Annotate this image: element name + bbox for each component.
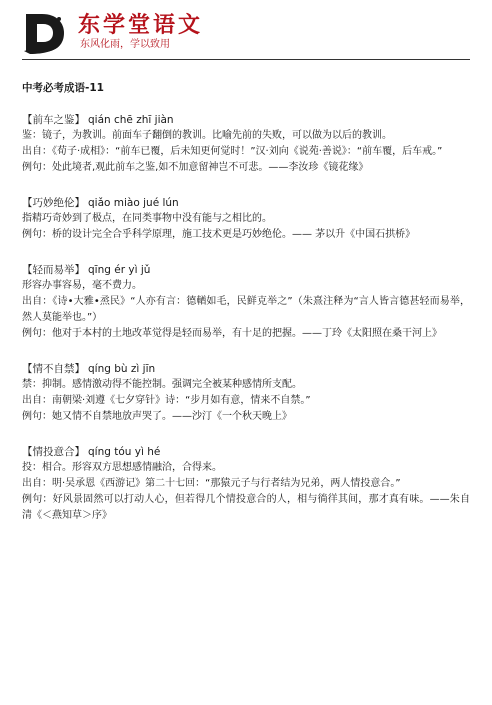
idiom-pinyin: qiǎo miào jué lún [88, 197, 179, 209]
brand-slogan: 东风化雨，学以致用 [80, 39, 170, 50]
definition-line: 禁：抑制。感情激动得不能控制。强调完全被某种感情所支配。 [22, 379, 302, 390]
idiom-entry [22, 195, 470, 243]
brand-name: 东学堂语文 [78, 12, 204, 38]
definition-line: 形容办事容易，毫不费力。 [22, 280, 142, 291]
idiom-term: 【情投意合】 [22, 446, 85, 458]
source-line: 出自：《荀子·成相》：“前车已覆，后未知更何觉时！”汉·刘向《说苑·善说》：“前车覆，后车戒。” [22, 146, 443, 157]
definition-line: 鉴：镜子，为教训。前面车子翻倒的教训。比喻先前的失败，可以做为以后的教训。 [22, 130, 392, 141]
idiom-term: 【轻而易举】 [22, 264, 85, 276]
entry-heading [22, 444, 470, 460]
example-line: 例句：好风景固然可以打动人心，但若得几个情投意合的人，相与徜徉其间，那才真有味。——朱自清《＜燕知草＞序》 [22, 494, 470, 521]
entry-heading [22, 195, 470, 211]
idiom-pinyin: qíng bù zì jīn [88, 363, 156, 375]
idiom-term: 【情不自禁】 [22, 363, 85, 375]
idiom-pinyin: qīng ér yì jǔ [88, 264, 151, 276]
source-line: 出自：南朝梁·刘遵《七夕穿针》诗：“步月如有意，情来不自禁。” [22, 395, 311, 406]
header-divider [22, 59, 470, 60]
document-title: 中考必考成语-11 [22, 82, 104, 94]
example-line: 例句：他对于本村的土地改革觉得是轻而易举，有十足的把握。——丁玲《太阳照在桑干河上》 [22, 328, 442, 339]
idiom-entry [22, 262, 470, 342]
entry-heading [22, 112, 470, 128]
ink-brush-d-logo-icon [22, 11, 66, 55]
example-line: 例句：桥的设计完全合乎科学原理，施工技术更是巧妙绝伦。—— 茅以升《中国石拱桥》 [22, 229, 416, 240]
page-header [0, 0, 492, 64]
example-line: 例句：处此境者,观此前车之鉴,如不加意留神岂不可悲。——李汝珍《镜花缘》 [22, 162, 369, 173]
idiom-term: 【前车之鉴】 [22, 114, 85, 126]
source-line: 出自：明·吴承恩《西游记》第二十七回：“那猿元子与行者结为兄弟，两人情投意合。” [22, 478, 401, 489]
definition-line: 指精巧奇妙到了极点，在同类事物中没有能与之相比的。 [22, 213, 272, 224]
document-body [22, 80, 470, 543]
idiom-entry [22, 444, 470, 524]
idiom-pinyin: qián chē zhī jiàn [88, 114, 174, 126]
idiom-term: 【巧妙绝伦】 [22, 197, 85, 209]
source-line: 出自：《诗•大雅•烝民》“人亦有言：德輶如毛，民鲜克举之”（朱熹注释为“言人皆言德甚轻而易举，然人莫能举也。”） [22, 296, 470, 323]
example-line: 例句：她又情不自禁地放声哭了。——沙汀《一个秋天晚上》 [22, 411, 292, 422]
idiom-entry [22, 361, 470, 425]
entry-heading [22, 361, 470, 377]
definition-line: 投：相合。形容双方思想感情融洽，合得来。 [22, 462, 222, 473]
idiom-entry [22, 112, 470, 176]
entry-heading [22, 262, 470, 278]
idiom-pinyin: qíng tóu yì hé [88, 446, 161, 458]
